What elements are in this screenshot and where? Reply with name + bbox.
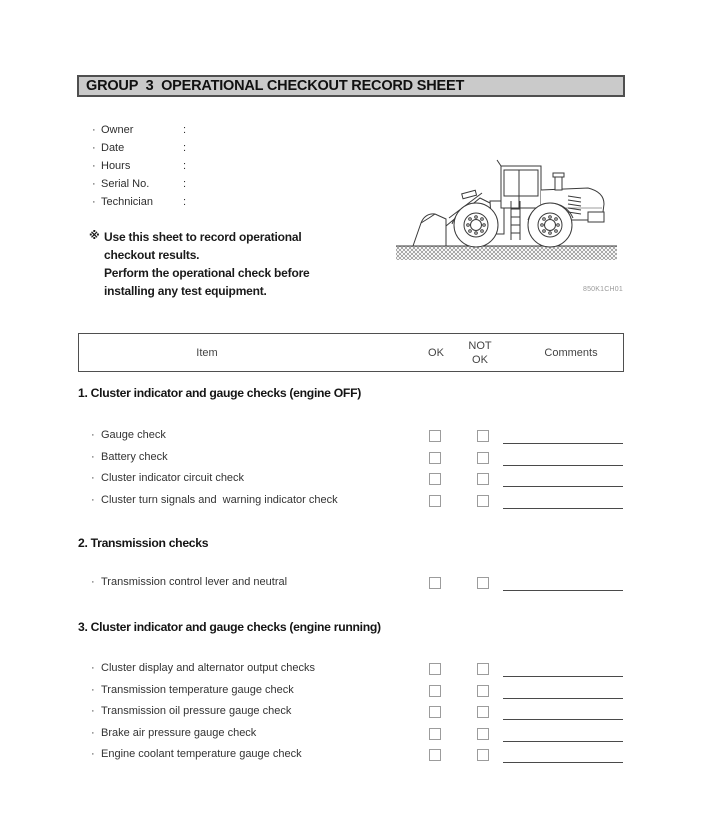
section-rows — [0, 426, 701, 512]
note-line: checkout results. — [104, 248, 200, 262]
technician-label: Technician — [101, 196, 153, 208]
reference-mark-icon: ※ — [89, 230, 100, 242]
section-rows — [0, 573, 701, 595]
bullet-dot-icon: · — [91, 662, 95, 674]
group-title-bar — [77, 75, 625, 97]
item-label: Cluster display and alternator output checks — [101, 662, 316, 674]
comment-line[interactable] — [503, 698, 623, 699]
bullet-dot-icon: · — [91, 450, 95, 463]
ok-checkbox[interactable] — [429, 706, 441, 718]
bullet-dot-icon: · — [92, 196, 96, 208]
not-ok-checkbox[interactable] — [477, 706, 489, 718]
comment-line[interactable] — [503, 465, 623, 466]
checklist-row — [0, 426, 701, 448]
ok-checkbox[interactable] — [429, 728, 441, 740]
ok-checkbox[interactable] — [429, 473, 441, 485]
info-field-row — [92, 157, 253, 175]
section-title: 2. Transmission checks — [78, 536, 209, 550]
bullet-dot-icon: · — [91, 472, 95, 484]
not-ok-checkbox[interactable] — [477, 452, 489, 464]
serial-no-label: Serial No. — [101, 178, 150, 190]
note-line: Use this sheet to record operational — [104, 230, 302, 244]
checklist-row — [0, 681, 701, 703]
section-cluster-checks-engine-off — [0, 386, 701, 512]
section-transmission-checks — [0, 536, 701, 595]
checklist-row — [0, 448, 701, 470]
comment-line[interactable] — [503, 443, 623, 444]
item-label: Gauge check — [101, 429, 166, 441]
item-label: Transmission temperature gauge check — [101, 683, 294, 696]
bullet-dot-icon: · — [91, 705, 95, 717]
ok-checkbox[interactable] — [429, 430, 441, 442]
bullet-dot-icon: · — [92, 160, 96, 172]
ok-checkbox[interactable] — [429, 577, 441, 589]
note-line: installing any test equipment. — [104, 284, 267, 298]
section-title: 1. Cluster indicator and gauge checks (engine OFF) — [78, 386, 361, 400]
section-rows — [0, 659, 701, 767]
not-ok-checkbox[interactable] — [477, 577, 489, 589]
checklist-table-header — [78, 333, 624, 372]
info-field-row — [92, 175, 253, 193]
note-line: Perform the operational check before — [104, 266, 310, 280]
date-colon: : — [183, 142, 187, 154]
item-label: Battery check — [101, 450, 168, 463]
section-title: 3. Cluster indicator and gauge checks (engine running) — [78, 620, 381, 634]
usage-note — [89, 228, 310, 300]
info-field-row — [92, 139, 253, 157]
column-header-item: Item — [196, 346, 218, 359]
page-title: GROUP 3 OPERATIONAL CHECKOUT RECORD SHEET — [86, 78, 465, 94]
bullet-dot-icon: · — [91, 726, 95, 739]
comment-line[interactable] — [503, 762, 623, 763]
ok-checkbox[interactable] — [429, 749, 441, 761]
comment-line[interactable] — [503, 719, 623, 720]
info-field-row — [92, 193, 253, 211]
ok-checkbox[interactable] — [429, 685, 441, 697]
comment-line[interactable] — [503, 486, 623, 487]
wheel-loader-illustration — [392, 146, 624, 266]
column-header-ok: OK — [428, 346, 444, 359]
not-ok-checkbox[interactable] — [477, 430, 489, 442]
owner-colon: : — [183, 124, 187, 136]
not-ok-checkbox[interactable] — [477, 685, 489, 697]
column-header-not-ok — [460, 334, 500, 371]
checklist-row — [0, 702, 701, 724]
column-header-comments: Comments — [544, 346, 598, 359]
hours-colon: : — [183, 160, 187, 172]
checklist-row — [0, 659, 701, 681]
checklist-row — [0, 745, 701, 767]
figure-code: 850K1CH01 — [583, 286, 623, 293]
checklist-row — [0, 724, 701, 746]
date-label: Date — [101, 142, 125, 154]
ok-checkbox[interactable] — [429, 452, 441, 464]
usage-note-text — [104, 228, 310, 300]
not-ok-checkbox[interactable] — [477, 495, 489, 507]
not-ok-checkbox[interactable] — [477, 728, 489, 740]
section-cluster-checks-engine-running — [0, 620, 701, 767]
item-label: Cluster turn signals and warning indicator check — [101, 493, 338, 506]
info-field-row — [92, 121, 253, 139]
not-ok-checkbox[interactable] — [477, 749, 489, 761]
not-ok-checkbox[interactable] — [477, 663, 489, 675]
not-ok-line1: NOT — [468, 339, 492, 352]
comment-line[interactable] — [503, 508, 623, 509]
comment-line[interactable] — [503, 590, 623, 591]
bullet-dot-icon: · — [91, 576, 95, 588]
serial-no-colon: : — [183, 178, 187, 190]
bullet-dot-icon: · — [91, 683, 95, 696]
bullet-dot-icon: · — [91, 493, 95, 506]
not-ok-checkbox[interactable] — [477, 473, 489, 485]
item-label: Transmission control lever and neutral — [101, 576, 288, 588]
comment-line[interactable] — [503, 741, 623, 742]
bullet-dot-icon: · — [91, 748, 95, 760]
bullet-dot-icon: · — [91, 429, 95, 441]
comment-line[interactable] — [503, 676, 623, 677]
info-block — [92, 121, 253, 211]
checklist-row — [0, 491, 701, 513]
bullet-dot-icon: · — [92, 142, 96, 154]
ok-checkbox[interactable] — [429, 495, 441, 507]
item-label: Transmission oil pressure gauge check — [101, 705, 292, 717]
not-ok-line2: OK — [472, 353, 488, 366]
bullet-dot-icon: · — [92, 124, 96, 136]
ok-checkbox[interactable] — [429, 663, 441, 675]
hours-label: Hours — [101, 160, 131, 172]
checklist-row — [0, 469, 701, 491]
owner-label: Owner — [101, 124, 134, 136]
technician-colon: : — [183, 196, 187, 208]
checklist-row — [0, 573, 701, 595]
bullet-dot-icon: · — [92, 178, 96, 190]
item-label: Cluster indicator circuit check — [101, 472, 245, 484]
item-label: Brake air pressure gauge check — [101, 726, 257, 739]
item-label: Engine coolant temperature gauge check — [101, 748, 302, 760]
